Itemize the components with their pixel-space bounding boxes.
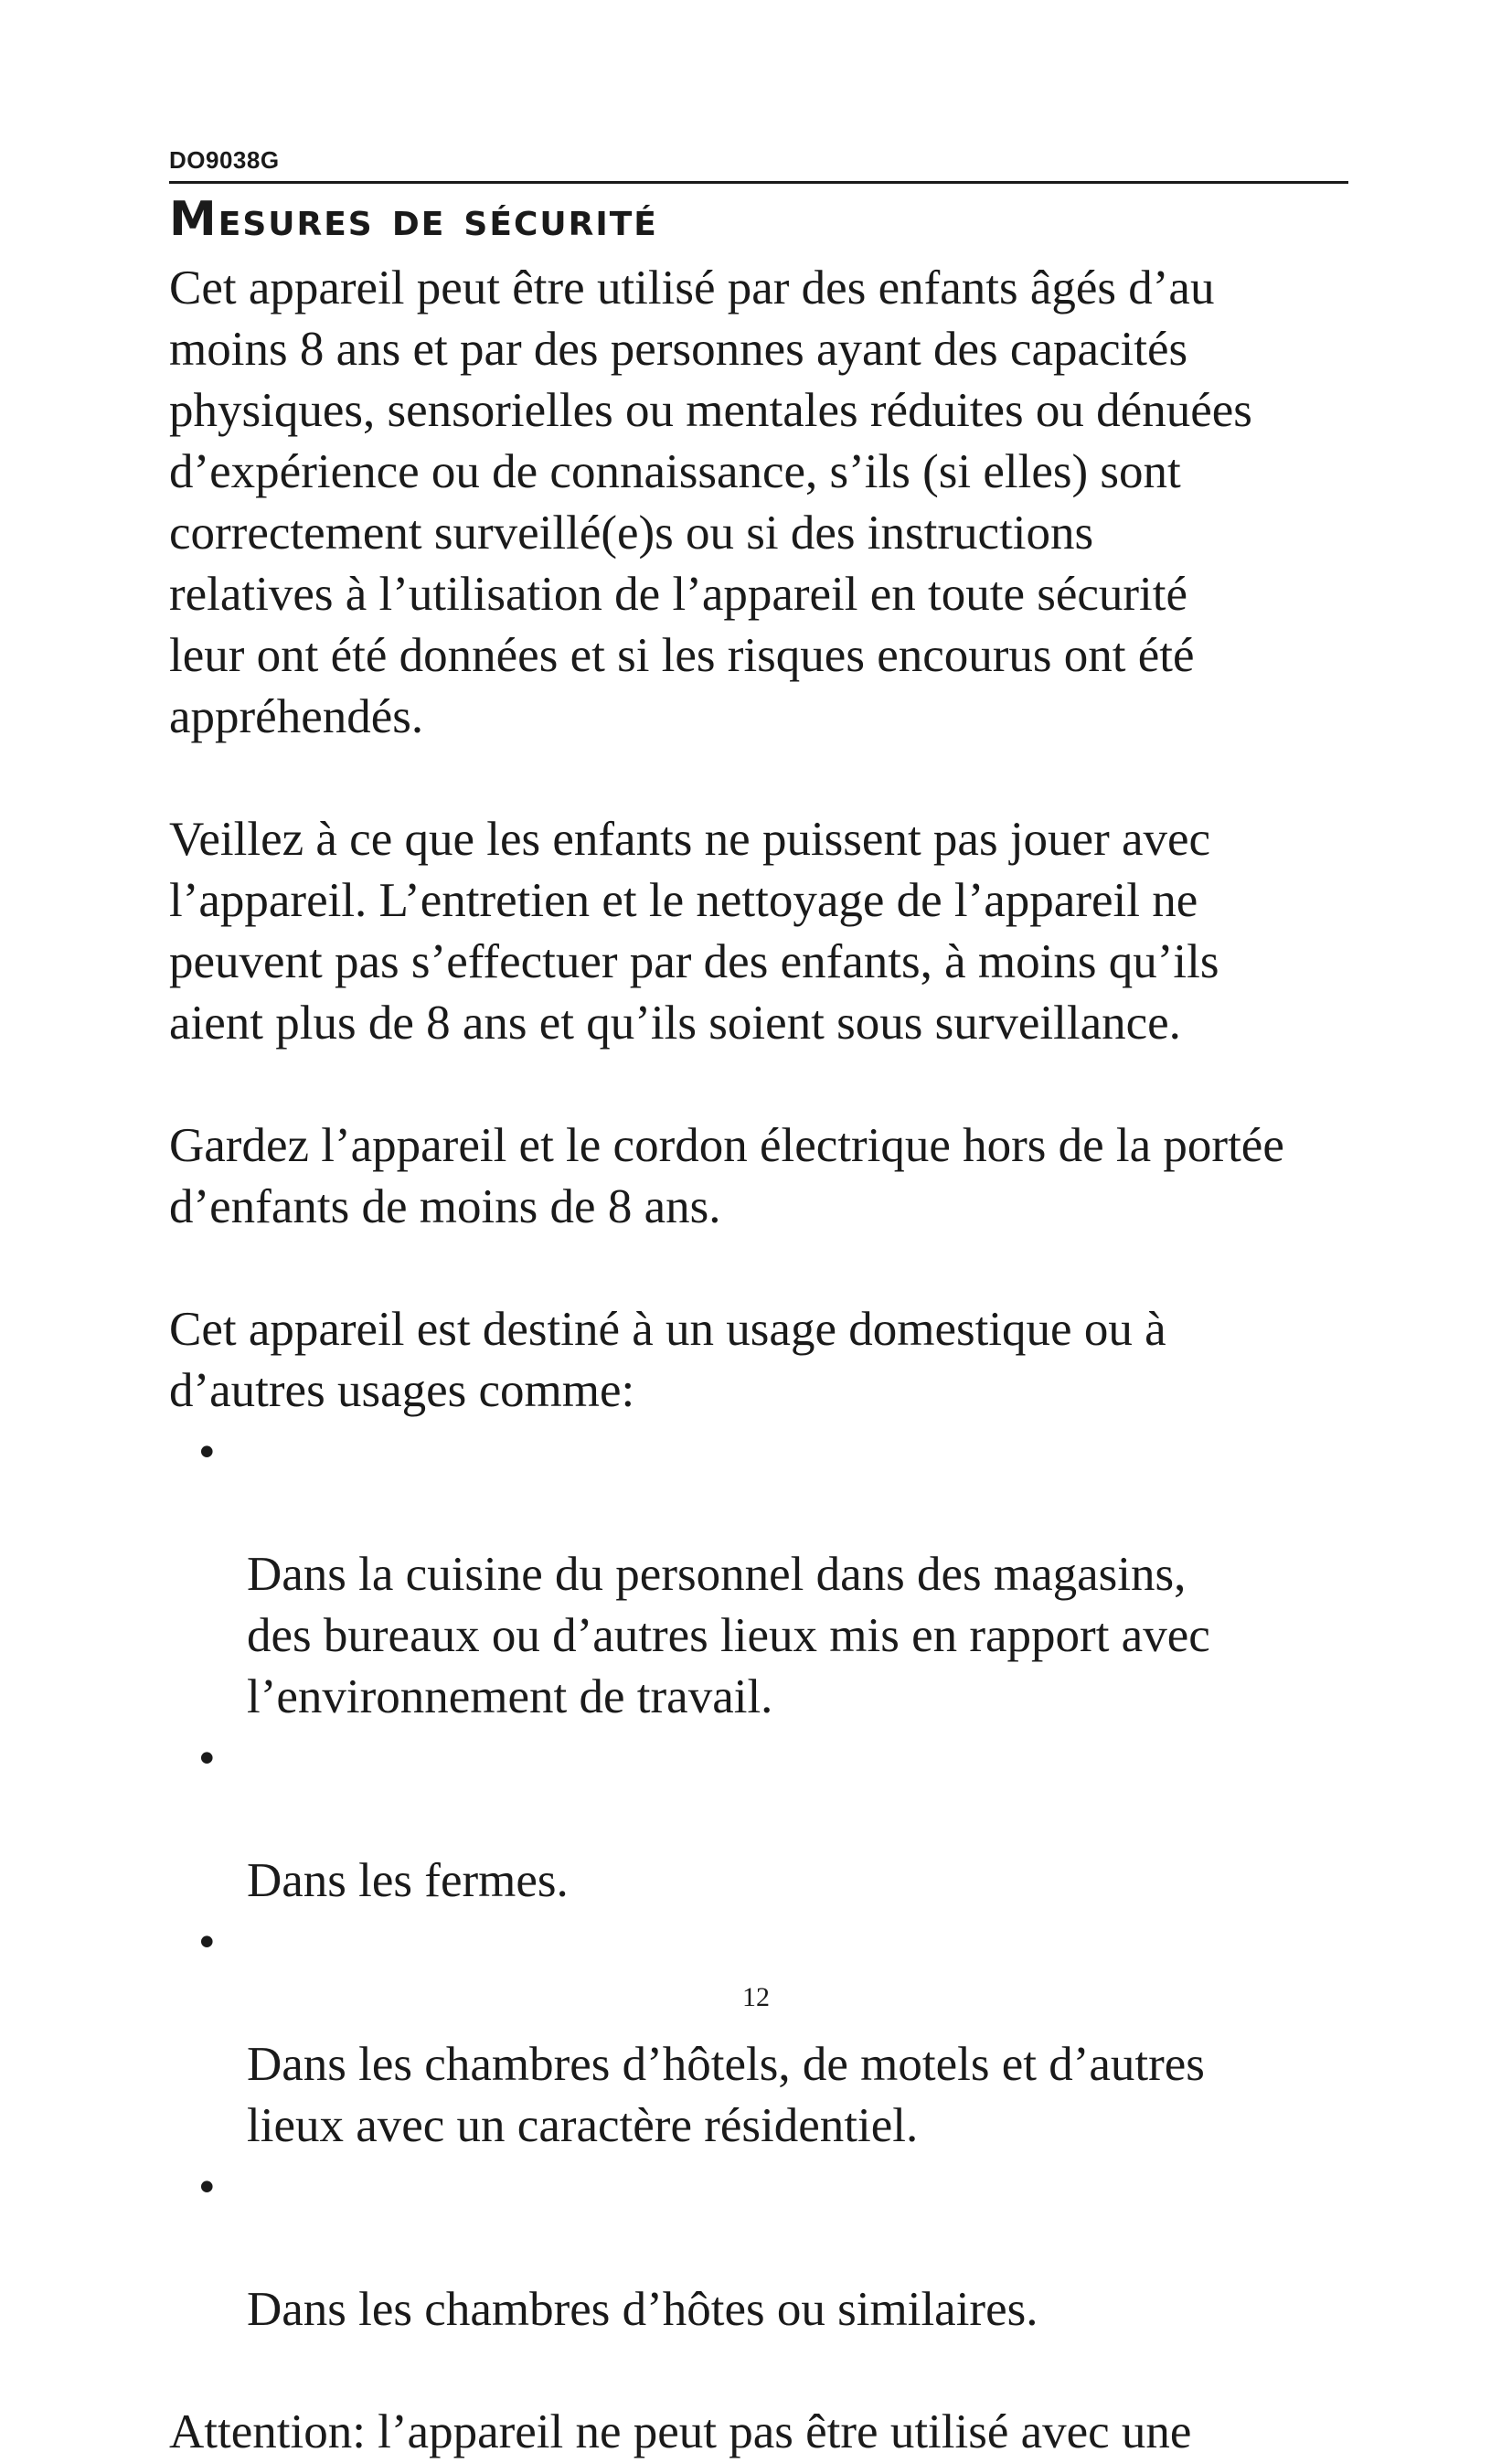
list-item [169, 1728, 1358, 1912]
list-item-text: Dans la cuisine du personnel dans des magasins, des bureaux ou d’autres lieux mis en rapport avec l’environnement de travail. [247, 1548, 1210, 1723]
bullet-icon: • [198, 1732, 216, 1785]
list-item [169, 1422, 1358, 1728]
bullet-icon: • [198, 1915, 216, 1968]
list-item [169, 2157, 1358, 2340]
bullet-icon: • [198, 1425, 216, 1478]
header-divider [169, 181, 1348, 184]
document-body [169, 258, 1358, 2463]
paragraph-intended-use: Cet appareil est destiné à un usage domestique ou à d’autres usages comme: [169, 1303, 1166, 1417]
paragraph-attention: Attention: l’appareil ne peut pas être utilisé avec une [169, 2405, 1192, 2458]
paragraph-usage-by-children: Cet appareil peut être utilisé par des enfants âgés d’au moins 8 ans et par des personnes ayant des capacités physiques, sensorielles ou mentales réduites ou dénuées d’expérience ou de connaissance, s’ils (si elles) sont correctement surveillé(e)s ou si des instructions relatives à l’utilisation de l’appareil en toute sécurité leur ont été données et si les risques encourus ont été appréhendés. [169, 261, 1252, 743]
paragraph-cord-out-of-reach: Gardez l’appareil et le cordon électrique hors de la portée d’enfants de moins de 8 ans. [169, 1119, 1284, 1233]
paragraph-children-supervision: Veillez à ce que les enfants ne puissent pas jouer avec l’appareil. L’entretien et le nettoyage de l’appareil ne peuvent pas s’effectuer par des enfants, à moins qu’ils aient plus de 8 ans et qu’ils soient sous surveillance. [169, 813, 1219, 1050]
page-number: 12 [742, 1982, 770, 2012]
intended-use-list [169, 1422, 1358, 2340]
page-title: Mesures de sécurité [169, 192, 658, 247]
list-item-text: Dans les chambres d’hôtes ou similaires. [247, 2283, 1038, 2336]
list-item-text: Dans les fermes. [247, 1854, 569, 1907]
model-number: DO9038G [169, 146, 280, 174]
bullet-icon: • [198, 2160, 216, 2213]
list-item-text: Dans les chambres d’hôtels, de motels et d’autres lieux avec un caractère résidentiel. [247, 2038, 1205, 2152]
list-item [169, 1912, 1358, 2157]
